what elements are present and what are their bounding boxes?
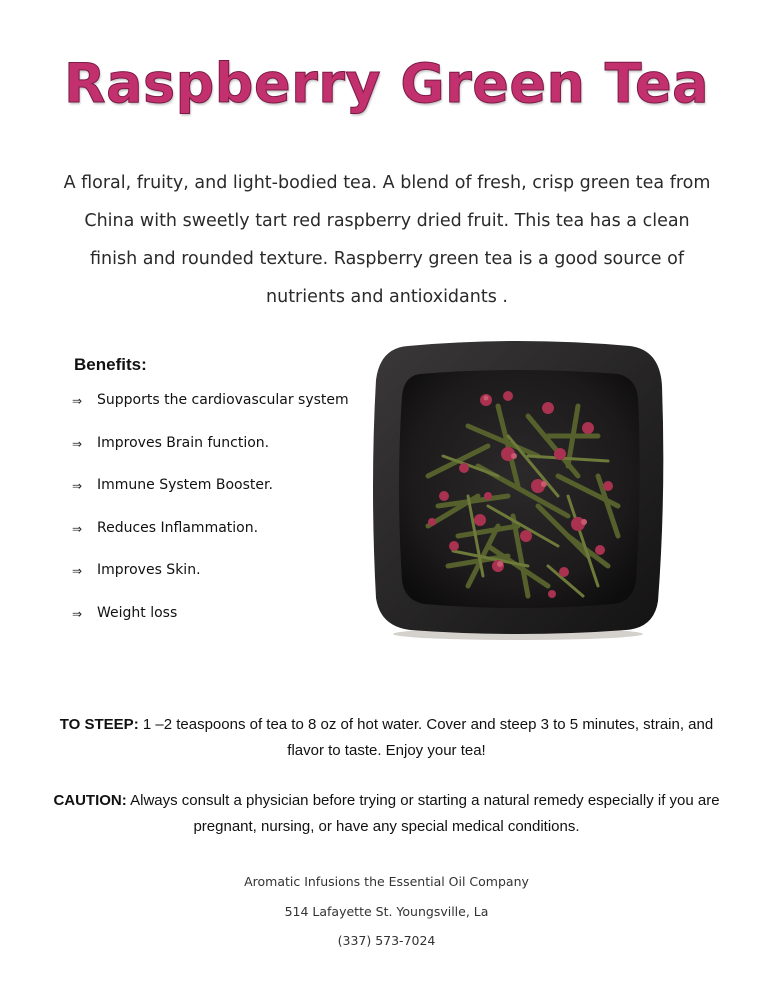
tea-bowl-image — [368, 336, 668, 641]
benefit-label: Improves Skin. — [97, 562, 201, 579]
phone-number: (337) 573-7024 — [337, 933, 436, 948]
benefit-label: Supports the cardiovascular system — [97, 392, 349, 408]
double-arrow-icon: ⇒ — [72, 436, 83, 451]
list-item — [72, 562, 349, 605]
caution-text: Always consult a physician before trying or starting a natural remedy especially if you are pregnant, nursing, or have any special medical conditions. — [126, 792, 720, 835]
steep-text: 1 –2 teaspoons of tea to 8 oz of hot water. Cover and steep 3 to 5 minutes, strain, and flavor to taste. Enjoy your tea! — [138, 716, 714, 759]
caution-note — [40, 788, 733, 840]
benefits-heading: Benefits: — [74, 355, 147, 374]
contact-block — [0, 874, 773, 963]
steep-instructions — [40, 712, 733, 764]
benefit-label: Reduces Inflammation. — [97, 519, 259, 536]
page-title: Raspberry Green Tea — [63, 52, 710, 115]
steep-label: TO STEEP: — [59, 716, 139, 733]
double-arrow-icon: ⇒ — [72, 394, 83, 408]
company-name: Aromatic Infusions the Essential Oil Company — [244, 874, 529, 889]
list-item — [72, 477, 349, 520]
intro-paragraph: A floral, fruity, and light-bodied tea. A blend of fresh, crisp green tea from China with sweetly tart red raspberry dried fruit. This tea has a clean finish and rounded texture. Raspberry green tea is a good source of nutrients and antioxidants . — [63, 173, 711, 307]
benefit-label: Immune System Booster. — [97, 477, 273, 494]
list-item — [72, 392, 349, 435]
list-item — [72, 520, 349, 563]
double-arrow-icon: ⇒ — [72, 521, 83, 536]
benefits-list — [72, 392, 349, 648]
benefit-label: Improves Brain function. — [97, 434, 270, 451]
caution-label: CAUTION: — [53, 792, 127, 809]
double-arrow-icon: ⇒ — [72, 606, 83, 621]
list-item — [72, 605, 349, 648]
benefit-label: Weight loss — [97, 604, 178, 621]
double-arrow-icon: ⇒ — [72, 479, 83, 494]
double-arrow-icon: ⇒ — [72, 564, 83, 579]
list-item — [72, 435, 349, 478]
address: 514 Lafayette St. Youngsville, La — [284, 903, 489, 919]
